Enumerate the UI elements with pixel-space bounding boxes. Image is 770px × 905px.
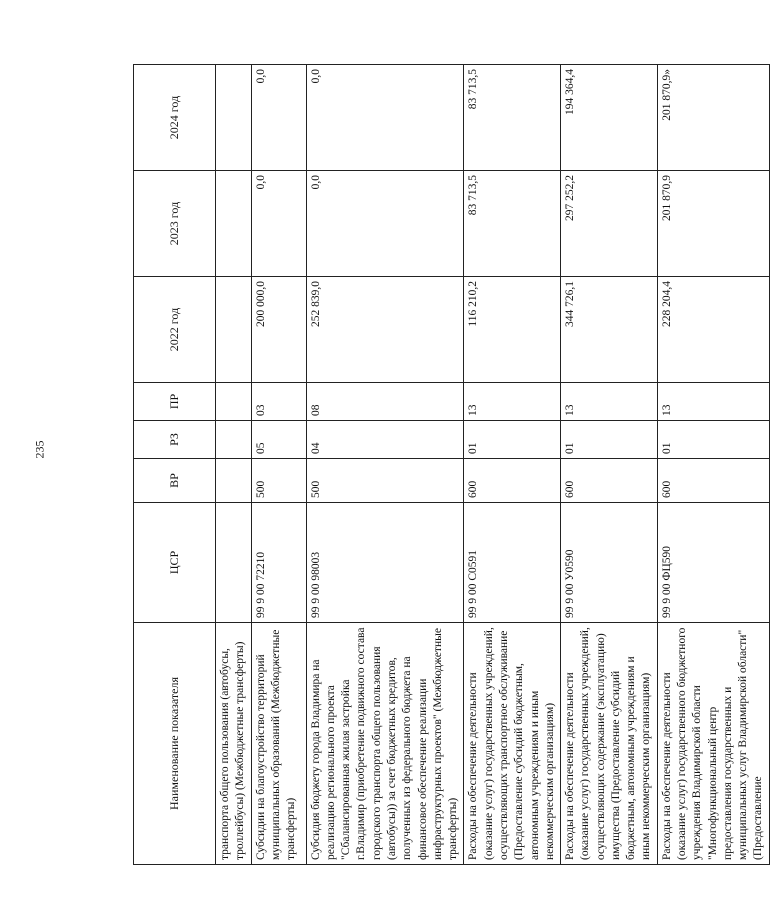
cell-vr: 600 (657, 459, 769, 503)
table-row (657, 65, 769, 865)
cell-csr: 99 9 00 С0591 (464, 503, 561, 623)
column-header-rz: РЗ (134, 421, 216, 459)
rotated-page-content (133, 65, 765, 865)
cell-pr: 13 (561, 383, 658, 421)
cell-rz (216, 421, 252, 459)
column-header-pr: ПР (134, 383, 216, 421)
cell-vr (216, 459, 252, 503)
cell-rz: 05 (251, 421, 306, 459)
cell-name: Субсидии на благоустройство территорий муниципальных образований (Межбюджетные трансферты) (251, 623, 306, 865)
cell-rz: 01 (464, 421, 561, 459)
cell-2023: 83 713,5 (464, 171, 561, 277)
cell-vr: 600 (561, 459, 658, 503)
page-number: 235 (32, 440, 47, 459)
cell-2023: 297 252,2 (561, 171, 658, 277)
column-header-2024: 2024 год (134, 65, 216, 171)
cell-rz: 01 (657, 421, 769, 459)
cell-name: Расходы на обеспечение деятельности (оказание услуг) государственных учреждений, осуществляющих транспортное обслуживание (Предоставление субсидий бюджетным, автономным учреждениям и иным некоммерческим организациям) (464, 623, 561, 865)
cell-csr: 99 9 00 72210 (251, 503, 306, 623)
column-header-name: Наименование показателя (134, 623, 216, 865)
cell-2022: 228 204,4 (657, 277, 769, 383)
cell-2023 (216, 171, 252, 277)
cell-2023: 201 870,9 (657, 171, 769, 277)
cell-vr: 600 (464, 459, 561, 503)
cell-2022 (216, 277, 252, 383)
cell-2022: 200 000,0 (251, 277, 306, 383)
cell-pr: 13 (464, 383, 561, 421)
table-row (561, 65, 658, 865)
table-row (251, 65, 306, 865)
cell-2024: 194 364,4 (561, 65, 658, 171)
cell-name: Расходы на обеспечение деятельности (оказание услуг) государственных учреждений, осуществляющих содержание (эксплуатацию) имущества (Предоставление субсидий бюджетным, автономным учреждениям и иным некоммерческим организациям) (561, 623, 658, 865)
cell-rz: 01 (561, 421, 658, 459)
cell-name: транспорта общего пользования (автобусы, троллейбусы) (Межбюджетные трансферты) (216, 623, 252, 865)
budget-table (133, 64, 770, 865)
cell-csr: 99 9 00 98003 (306, 503, 464, 623)
table-row (216, 65, 252, 865)
cell-2022: 344 726,1 (561, 277, 658, 383)
column-header-csr: ЦСР (134, 503, 216, 623)
cell-name: Субсидия бюджету города Владимира на реализацию регионального проекта "Сбалансированная жилая застройка г.Владимир (приобретение подвижного состава городского транспорта общего пользования (автобусы)) за счет бюджетных кредитов, полученных из федерального бюджета на финансовое обеспечение реализации инфраструктурных проектов" (Межбюджетные трансферты) (306, 623, 464, 865)
column-header-vr: ВР (134, 459, 216, 503)
cell-pr: 03 (251, 383, 306, 421)
cell-pr: 08 (306, 383, 464, 421)
cell-2024: 0,0 (251, 65, 306, 171)
cell-rz: 04 (306, 421, 464, 459)
cell-2024: 201 870,9» (657, 65, 769, 171)
cell-vr: 500 (306, 459, 464, 503)
cell-vr: 500 (251, 459, 306, 503)
cell-csr: 99 9 00 У0590 (561, 503, 658, 623)
cell-2024: 0,0 (306, 65, 464, 171)
cell-2024 (216, 65, 252, 171)
cell-pr: 13 (657, 383, 769, 421)
table-row (306, 65, 464, 865)
cell-csr: 99 9 00 ФЦ590 (657, 503, 769, 623)
cell-2023: 0,0 (306, 171, 464, 277)
cell-pr (216, 383, 252, 421)
cell-name: Расходы на обеспечение деятельности (оказание услуг) государственного бюджетного учреждения Владимирской области "Многофункциональный центр предоставления государственных и муниципальных услуг Владимирской области" (Предоставление (657, 623, 769, 865)
cell-2022: 252 839,0 (306, 277, 464, 383)
table-header-row (134, 65, 216, 865)
cell-csr (216, 503, 252, 623)
column-header-2022: 2022 год (134, 277, 216, 383)
table-row (464, 65, 561, 865)
cell-2023: 0,0 (251, 171, 306, 277)
cell-2024: 83 713,5 (464, 65, 561, 171)
cell-2022: 116 210,2 (464, 277, 561, 383)
column-header-2023: 2023 год (134, 171, 216, 277)
